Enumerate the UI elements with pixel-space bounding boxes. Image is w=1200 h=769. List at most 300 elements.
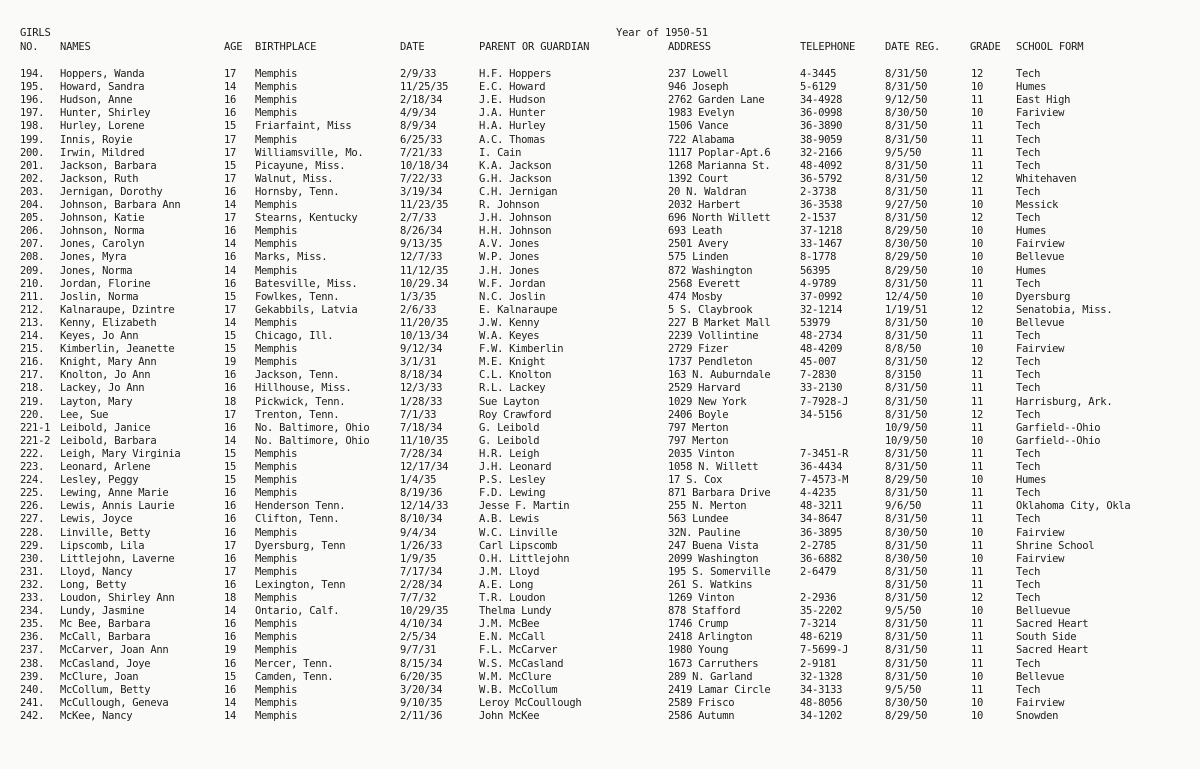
age-value: 17 — [224, 133, 237, 146]
telephone-value: 4-3445 — [800, 68, 837, 80]
student-name: Hudson, Anne — [60, 94, 133, 107]
address-value: 237 Lowell — [668, 68, 729, 80]
student-name: Knolton, Jo Ann — [60, 369, 151, 382]
date-registered: 8/31/50 — [885, 578, 928, 591]
grade-value: 10 — [971, 709, 984, 722]
entry-number: 242. — [20, 709, 45, 722]
age-value: 15 — [224, 670, 237, 683]
student-name: Leibold, Barbara — [60, 434, 157, 447]
parent-guardian: F.D. Lewing — [479, 487, 546, 500]
date-registered: 1/19/51 — [885, 303, 928, 316]
student-name: Innis, Royie — [60, 133, 133, 146]
entry-number: 221-1 — [20, 421, 51, 434]
school-from: Tech — [1016, 185, 1041, 198]
birthplace-value: Memphis — [255, 356, 298, 369]
table-row — [0, 513, 1200, 526]
telephone-value: 48-4092 — [800, 159, 843, 172]
table-row — [0, 251, 1200, 264]
birthplace-value: Memphis — [255, 618, 298, 631]
student-name: Mc Bee, Barbara — [60, 618, 151, 631]
address-value: 1029 New York — [668, 395, 747, 408]
age-value: 16 — [224, 683, 237, 696]
table-row — [0, 107, 1200, 120]
header-date: DATE — [400, 41, 425, 53]
address-value: 2589 Frisco — [668, 696, 735, 709]
table-row — [0, 265, 1200, 278]
telephone-value: 2-2936 — [800, 592, 837, 604]
table-row — [0, 422, 1200, 435]
address-value: 2406 Boyle — [668, 408, 729, 421]
header-address: ADDRESS — [668, 41, 711, 53]
birthplace-value: No. Baltimore, Ohio — [255, 421, 370, 434]
grade-value: 12 — [971, 303, 984, 316]
age-value: 16 — [224, 94, 237, 107]
telephone-value: 34-3133 — [800, 683, 843, 696]
date-registered: 8/29/50 — [885, 225, 928, 238]
birthplace-value: Camden, Tenn. — [255, 670, 334, 683]
birth-date: 11/10/35 — [400, 434, 449, 447]
birthplace-value: Lexington, Tenn — [255, 578, 346, 591]
age-value: 16 — [224, 578, 237, 591]
birth-date: 11/12/35 — [400, 264, 449, 277]
school-from: Humes — [1016, 225, 1047, 238]
entry-number: 216. — [20, 356, 45, 369]
birthplace-value: Memphis — [255, 133, 298, 146]
grade-value: 11 — [971, 539, 984, 552]
student-name: Lewing, Anne Marie — [60, 487, 169, 500]
student-name: Johnson, Katie — [60, 212, 145, 225]
grade-value: 10 — [971, 107, 984, 120]
address-value: 1983 Evelyn — [668, 107, 735, 120]
entry-number: 199. — [20, 133, 45, 146]
telephone-value: 36-3538 — [800, 199, 843, 211]
date-registered: 9/12/50 — [885, 94, 928, 107]
address-value: 878 Stafford — [668, 605, 741, 618]
birth-date: 1/4/35 — [400, 474, 437, 487]
age-value: 15 — [224, 159, 237, 172]
school-from: Tech — [1016, 146, 1041, 159]
student-name: Hurley, Lorene — [60, 120, 145, 133]
address-value: 722 Alabama — [668, 133, 735, 146]
grade-value: 11 — [971, 447, 984, 460]
birthplace-value: Jackson, Tenn. — [255, 369, 340, 382]
grade-value: 11 — [971, 461, 984, 473]
telephone-value: 48-4209 — [800, 343, 843, 356]
school-from: Bellevue — [1016, 670, 1065, 683]
date-registered: 8/31/50 — [885, 513, 928, 526]
parent-guardian: H.A. Hurley — [479, 120, 546, 133]
entry-number: 238. — [20, 657, 45, 670]
grade-value: 10 — [971, 526, 984, 539]
age-value: 19 — [224, 644, 237, 657]
parent-guardian: I. Cain — [479, 146, 522, 159]
date-registered: 8/31/50 — [885, 395, 928, 408]
age-value: 16 — [224, 107, 237, 120]
entry-number: 207. — [20, 238, 45, 251]
entry-number: 220. — [20, 408, 45, 421]
school-from: Fairview — [1016, 552, 1065, 565]
telephone-value: 56395 — [800, 264, 831, 277]
entry-number: 227. — [20, 513, 45, 526]
entry-number: 241. — [20, 696, 45, 709]
school-from: Tech — [1016, 592, 1041, 604]
age-value: 16 — [224, 631, 237, 644]
date-registered: 8/31/50 — [885, 565, 928, 578]
parent-guardian: C.H. Jernigan — [479, 185, 558, 198]
address-value: 2568 Everett — [668, 277, 741, 290]
birth-date: 2/28/34 — [400, 578, 443, 591]
parent-guardian: Carl Lipscomb — [479, 539, 558, 552]
school-from: Tech — [1016, 382, 1041, 395]
header-names: NAMES — [60, 41, 91, 53]
birthplace-value: Gekabbils, Latvia — [255, 303, 358, 316]
table-row — [0, 238, 1200, 251]
entry-number: 195. — [20, 81, 45, 94]
telephone-value: 2-2785 — [800, 539, 837, 552]
age-value: 16 — [224, 513, 237, 526]
school-from: Fariview — [1016, 107, 1065, 120]
header-telephone: TELEPHONE — [800, 41, 856, 53]
age-value: 17 — [224, 146, 237, 159]
entry-number: 223. — [20, 461, 45, 473]
table-row — [0, 710, 1200, 723]
date-registered: 8/31/50 — [885, 447, 928, 460]
table-row — [0, 356, 1200, 369]
grade-value: 10 — [971, 225, 984, 238]
birthplace-value: Memphis — [255, 565, 298, 578]
entry-number: 215. — [20, 343, 45, 356]
date-registered: 8/31/50 — [885, 487, 928, 500]
birthplace-value: Henderson Tenn. — [255, 500, 346, 513]
birthplace-value: Memphis — [255, 94, 298, 107]
student-name: McClure, Joan — [60, 670, 139, 683]
telephone-value: 33-1467 — [800, 238, 843, 251]
table-row — [0, 697, 1200, 710]
telephone-value: 32-2166 — [800, 146, 843, 159]
birth-date: 9/13/35 — [400, 238, 443, 251]
school-from: Bellevue — [1016, 316, 1065, 329]
grade-value: 11 — [971, 421, 984, 434]
table-row — [0, 553, 1200, 566]
age-value: 16 — [224, 382, 237, 395]
date-registered: 8/31/50 — [885, 81, 928, 94]
parent-guardian: A.B. Lewis — [479, 513, 540, 526]
school-from: Tech — [1016, 212, 1041, 225]
parent-guardian: J.H. Leonard — [479, 461, 552, 473]
parent-guardian: R. Johnson — [479, 199, 540, 211]
birthplace-value: Memphis — [255, 316, 298, 329]
parent-guardian: F.W. Kimberlin — [479, 343, 564, 356]
birthplace-value: Memphis — [255, 487, 298, 500]
parent-guardian: E. Kalnaraupe — [479, 303, 558, 316]
birth-date: 7/18/34 — [400, 421, 443, 434]
telephone-value: 7-3214 — [800, 618, 837, 631]
grade-value: 12 — [971, 356, 984, 369]
grade-value: 11 — [971, 657, 984, 670]
date-registered: 9/27/50 — [885, 199, 928, 211]
entry-number: 217. — [20, 369, 45, 382]
table-row — [0, 225, 1200, 238]
telephone-value: 34-8647 — [800, 513, 843, 526]
student-name: Leigh, Mary Virginia — [60, 447, 181, 460]
student-name: Leibold, Janice — [60, 421, 151, 434]
age-value: 17 — [224, 212, 237, 225]
parent-guardian: W.C. Linville — [479, 526, 558, 539]
address-value: 2529 Harvard — [668, 382, 741, 395]
school-from: Tech — [1016, 330, 1041, 342]
school-from: Tech — [1016, 159, 1041, 172]
date-registered: 9/6/50 — [885, 500, 922, 513]
age-value: 17 — [224, 565, 237, 578]
birth-date: 1/3/35 — [400, 290, 437, 303]
parent-guardian: J.H. Johnson — [479, 212, 552, 225]
telephone-value: 36-3890 — [800, 120, 843, 133]
birth-date: 10/18/34 — [400, 159, 449, 172]
table-row — [0, 592, 1200, 605]
student-name: Littlejohn, Laverne — [60, 552, 175, 565]
table-row — [0, 435, 1200, 448]
telephone-value: 8-1778 — [800, 251, 837, 264]
table-row — [0, 644, 1200, 657]
birthplace-value: Memphis — [255, 343, 298, 356]
table-row — [0, 448, 1200, 461]
parent-guardian: J.M. McBee — [479, 618, 540, 631]
student-name: Joslin, Norma — [60, 290, 139, 303]
age-value: 16 — [224, 657, 237, 670]
school-from: Snowden — [1016, 709, 1059, 722]
address-value: 797 Merton — [668, 434, 729, 447]
birthplace-value: Memphis — [255, 644, 298, 657]
school-from: South Side — [1016, 631, 1077, 644]
birth-date: 1/9/35 — [400, 552, 437, 565]
birthplace-value: Trenton, Tenn. — [255, 408, 340, 421]
address-value: 2762 Garden Lane — [668, 94, 765, 107]
parent-guardian: J.H. Jones — [479, 264, 540, 277]
student-name: Jordan, Florine — [60, 277, 151, 290]
table-row — [0, 540, 1200, 553]
address-value: 163 N. Auburndale — [668, 369, 771, 382]
parent-guardian: J.E. Hudson — [479, 94, 546, 107]
entry-number: 205. — [20, 212, 45, 225]
entry-number: 237. — [20, 644, 45, 657]
entry-number: 198. — [20, 120, 45, 133]
birthplace-value: Memphis — [255, 526, 298, 539]
address-value: 1268 Marianna St. — [668, 159, 771, 172]
address-value: 1746 Crump — [668, 618, 729, 631]
address-value: 2035 Vinton — [668, 447, 735, 460]
table-row — [0, 81, 1200, 94]
age-value: 15 — [224, 120, 237, 133]
table-row — [0, 474, 1200, 487]
entry-number: 228. — [20, 526, 45, 539]
address-value: 2418 Arlington — [668, 631, 753, 644]
date-registered: 8/31/50 — [885, 212, 928, 225]
grade-value: 11 — [971, 513, 984, 526]
table-row — [0, 631, 1200, 644]
parent-guardian: F.L. McCarver — [479, 644, 558, 657]
date-registered: 12/4/50 — [885, 290, 928, 303]
address-value: 1269 Vinton — [668, 592, 735, 604]
telephone-value: 4-4235 — [800, 487, 837, 500]
entry-number: 206. — [20, 225, 45, 238]
school-from: Tech — [1016, 277, 1041, 290]
birthplace-value: Clifton, Tenn. — [255, 513, 340, 526]
school-from: Fairview — [1016, 343, 1065, 356]
grade-value: 11 — [971, 133, 984, 146]
grade-value: 11 — [971, 185, 984, 198]
telephone-value: 36-3895 — [800, 526, 843, 539]
student-name: Lewis, Joyce — [60, 513, 133, 526]
table-row — [0, 160, 1200, 173]
birthplace-value: Memphis — [255, 592, 298, 604]
grade-value: 11 — [971, 330, 984, 342]
student-name: Lewis, Annis Laurie — [60, 500, 175, 513]
grade-value: 11 — [971, 631, 984, 644]
birth-date: 6/20/35 — [400, 670, 443, 683]
birth-date: 8/18/34 — [400, 369, 443, 382]
table-row — [0, 68, 1200, 81]
birth-date: 3/19/34 — [400, 185, 443, 198]
birth-date: 12/14/33 — [400, 500, 449, 513]
telephone-value: 4-9789 — [800, 277, 837, 290]
address-value: 1392 Court — [668, 172, 729, 185]
telephone-value: 7-7928-J — [800, 395, 849, 408]
grade-value: 11 — [971, 395, 984, 408]
table-row — [0, 369, 1200, 382]
birthplace-value: Memphis — [255, 225, 298, 238]
age-value: 19 — [224, 356, 237, 369]
birthplace-value: Mercer, Tenn. — [255, 657, 334, 670]
birth-date: 11/23/35 — [400, 199, 449, 211]
grade-value: 10 — [971, 199, 984, 211]
date-registered: 8/29/50 — [885, 474, 928, 487]
header-grade: GRADE — [970, 41, 1001, 53]
student-name: Lipscomb, Lila — [60, 539, 145, 552]
table-row — [0, 618, 1200, 631]
entry-number: 229. — [20, 539, 45, 552]
table-row — [0, 461, 1200, 474]
birth-date: 12/17/34 — [400, 461, 449, 473]
birthplace-value: Stearns, Kentucky — [255, 212, 358, 225]
table-row — [0, 173, 1200, 186]
birth-date: 10/29.34 — [400, 277, 449, 290]
age-value: 14 — [224, 199, 237, 211]
age-value: 14 — [224, 605, 237, 618]
address-value: 247 Buena Vista — [668, 539, 759, 552]
age-value: 16 — [224, 526, 237, 539]
address-value: 2501 Avery — [668, 238, 729, 251]
address-value: 1506 Vance — [668, 120, 729, 133]
entry-number: 204. — [20, 199, 45, 211]
school-from: Sacred Heart — [1016, 644, 1089, 657]
age-value: 15 — [224, 343, 237, 356]
table-row — [0, 409, 1200, 422]
birth-date: 2/11/36 — [400, 709, 443, 722]
date-registered: 8/31/50 — [885, 382, 928, 395]
birthplace-value: Memphis — [255, 709, 298, 722]
date-registered: 8/31/50 — [885, 670, 928, 683]
student-name: Jackson, Barbara — [60, 159, 157, 172]
address-value: 2239 Vollintine — [668, 330, 759, 342]
parent-guardian: H.R. Leigh — [479, 447, 540, 460]
student-name: Hunter, Shirley — [60, 107, 151, 120]
grade-value: 10 — [971, 343, 984, 356]
address-value: 1737 Pendleton — [668, 356, 753, 369]
birth-date: 1/26/33 — [400, 539, 443, 552]
date-registered: 8/31/50 — [885, 461, 928, 473]
date-registered: 9/5/50 — [885, 605, 922, 618]
school-from: Tech — [1016, 578, 1041, 591]
entry-number: 212. — [20, 303, 45, 316]
telephone-value: 34-1202 — [800, 709, 843, 722]
address-value: 872 Washington — [668, 264, 753, 277]
entry-number: 240. — [20, 683, 45, 696]
parent-guardian: Sue Layton — [479, 395, 540, 408]
student-name: Lee, Sue — [60, 408, 109, 421]
address-value: 946 Joseph — [668, 81, 729, 94]
school-from: Whitehaven — [1016, 172, 1077, 185]
student-name: Lundy, Jasmine — [60, 605, 145, 618]
birthplace-value: Memphis — [255, 264, 298, 277]
school-from: Harrisburg, Ark. — [1016, 395, 1113, 408]
date-registered: 10/9/50 — [885, 434, 928, 447]
address-value: 2032 Harbert — [668, 199, 741, 211]
age-value: 17 — [224, 539, 237, 552]
age-value: 15 — [224, 290, 237, 303]
birthplace-value: Memphis — [255, 81, 298, 94]
birthplace-value: Dyersburg, Tenn — [255, 539, 346, 552]
birth-date: 12/7/33 — [400, 251, 443, 264]
birthplace-value: Pickwick, Tenn. — [255, 395, 346, 408]
student-name: Jones, Norma — [60, 264, 133, 277]
table-row — [0, 186, 1200, 199]
entry-number: 214. — [20, 330, 45, 342]
parent-guardian: E.N. McCall — [479, 631, 546, 644]
telephone-value: 36-6882 — [800, 552, 843, 565]
date-registered: 8/29/50 — [885, 264, 928, 277]
birth-date: 8/26/34 — [400, 225, 443, 238]
telephone-value: 7-4573-M — [800, 474, 849, 487]
age-value: 16 — [224, 618, 237, 631]
birthplace-value: Memphis — [255, 631, 298, 644]
date-registered: 8/30/50 — [885, 526, 928, 539]
birthplace-value: Hornsby, Tenn. — [255, 185, 340, 198]
entry-number: 209. — [20, 264, 45, 277]
date-registered: 8/31/50 — [885, 277, 928, 290]
birth-date: 2/5/34 — [400, 631, 437, 644]
address-value: 797 Merton — [668, 421, 729, 434]
student-name: McCall, Barbara — [60, 631, 151, 644]
grade-value: 11 — [971, 159, 984, 172]
entry-number: 211. — [20, 290, 45, 303]
student-name: Johnson, Norma — [60, 225, 145, 238]
school-from: Bellevue — [1016, 251, 1065, 264]
grade-value: 11 — [971, 487, 984, 500]
age-value: 14 — [224, 709, 237, 722]
school-from: Tech — [1016, 369, 1041, 382]
birth-date: 4/10/34 — [400, 618, 443, 631]
parent-guardian: H.H. Johnson — [479, 225, 552, 238]
birthplace-value: Ontario, Calf. — [255, 605, 340, 618]
telephone-value: 48-2734 — [800, 330, 843, 342]
grade-value: 11 — [971, 683, 984, 696]
parent-guardian: W.S. McCasland — [479, 657, 564, 670]
student-name: Kenny, Elizabeth — [60, 316, 157, 329]
grade-value: 12 — [971, 172, 984, 185]
age-value: 17 — [224, 172, 237, 185]
entry-number: 234. — [20, 605, 45, 618]
parent-guardian: J.M. Lloyd — [479, 565, 540, 578]
